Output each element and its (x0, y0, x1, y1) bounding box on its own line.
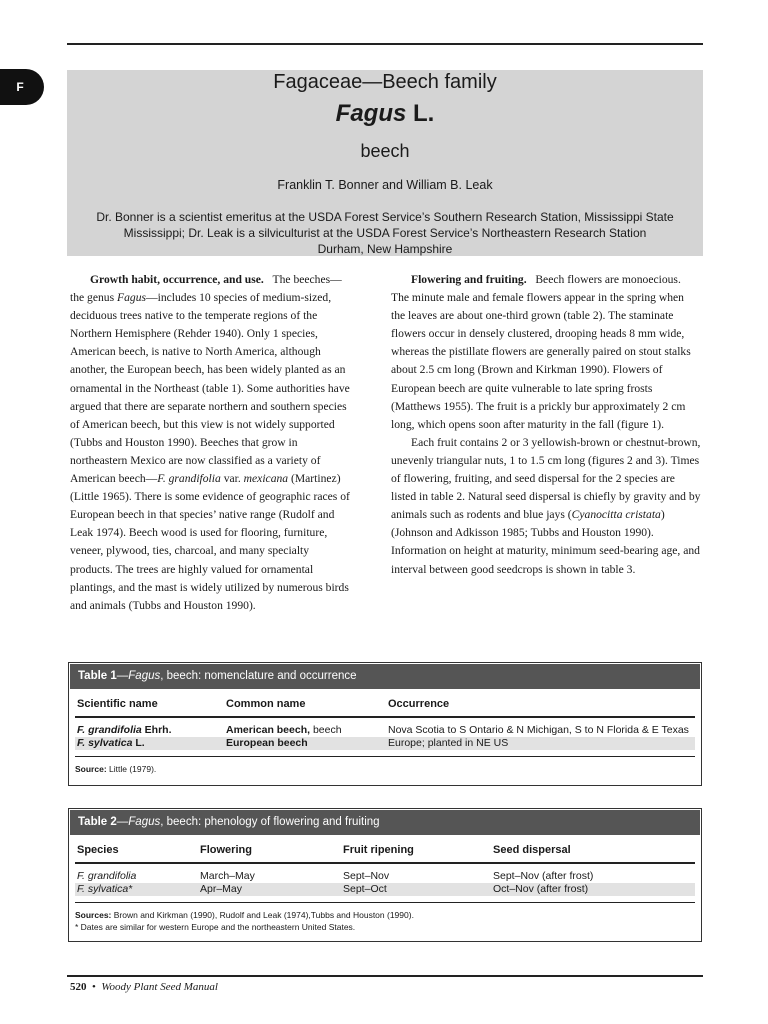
table-1-title: Table 1—Fagus, beech: nomenclature and occurrence (70, 664, 700, 689)
genus-title: Fagus L. (335, 100, 435, 127)
fruit-paragraph: Each fruit contains 2 or 3 yellowish-brown or chestnut-brown, unevenly triangular nuts, 1 to 1.5 cm long (figures 2 and 3). Times of flowering, fruiting, and seed dispersal for the 2 species are listed in table 2. Natural seed dispersal is chiefly by gravity and by animals such as rodents and blue jays (Cyanocitta cristata) (Johnson and Adkisson 1985; Tubbs and Houston 1990). Information on height at maturity, minimum seed-bearing age, and interval between good seedcrops is shown in table 3. (391, 435, 701, 576)
right-column (391, 271, 701, 579)
table-row: F. sylvatica L. European beech Europe; planted in NE US (75, 737, 695, 750)
top-rule (67, 43, 703, 45)
flowering-paragraph: Flowering and fruiting. Beech flowers are monoecious. The minute male and female flowers appear in the spring when the leaves are about one-third grown (table 2). The staminate flowers occur in densely clustered, drooping heads 8 mm wide, whereas the pistillate flowers are generally paired on stout stalks about 2.5 cm long (Brown and Kirkman 1990). Flowers of European beech are quite vulnerable to late spring frosts (Matthews 1955). The fruit is a prickly bur approximately 2 cm long, which opens soon after maturity in the fall (figure 1). (391, 273, 691, 431)
footer-bullet: • (92, 981, 96, 993)
table-row: F. grandifolia Ehrh. American beech, beech Nova Scotia to S Ontario & N Michigan, S to N Florida & E Texas (77, 724, 689, 736)
table-2 (68, 808, 702, 942)
table-2-title: Table 2—Fagus, beech: phenology of flowering and fruiting (70, 810, 700, 835)
table-1-header: Scientific name Common name Occurrence (75, 690, 695, 718)
table-1 (68, 662, 702, 786)
common-name: beech (360, 141, 410, 161)
author-affiliation: Dr. Bonner is a scientist emeritus at the USDA Forest Service’s Southern Research Station, Mississippi State Mississippi; Dr. Leak is a silviculturist at the USDA Forest Service’s Northeastern Research Station Durham, New Hampshire (96, 210, 674, 256)
authors: Franklin T. Bonner and William B. Leak (277, 178, 493, 192)
section-tab: F (0, 69, 44, 105)
table-2-header: Species Flowering Fruit ripening Seed dispersal (75, 836, 695, 864)
family-name: Fagaceae—Beech family (273, 71, 497, 93)
growth-habit-paragraph: Growth habit, occurrence, and use. The beeches—the genus Fagus—includes 10 species of medium-sized, deciduous trees native to the temperate regions of the Northern Hemisphere (Rehder 1940). Only 1 species, American beech, is native to North America, although another, the European beech, has been widely planted as an ornamental in the Northeast (table 1). Some authorities have argued that there are separate northern and southern species of American beech, but this view is not widely supported (Tubbs and Houston 1990). Beeches that grow in northeastern Mexico are now classified as a variety of American beech—F. grandifolia var. mexicana (Martinez) (Little 1965). There is some evidence of geographic races of European beech in that species’ native range (Rudolf and Leak 1974). Beech wood is used for flooring, furniture, veneer, plywood, ties, charcoal, and many specialty products. The trees are highly valued for ornamental plantings, and the mast is widely utilized by numerous birds and animals (Tubbs and Houston 1990). (70, 273, 350, 612)
left-column (70, 271, 352, 615)
table-2-footnote: * Dates are similar for western Europe and the northeastern United States. (75, 922, 356, 932)
page-footer (70, 981, 218, 993)
chapter-header (67, 70, 703, 256)
page-number: 520 (70, 981, 87, 993)
table-row: F. grandifolia March–May Sept–Nov Sept–Nov (after frost) (77, 870, 594, 882)
table-2-sources: Sources: Brown and Kirkman (1990), Rudolf and Leak (1974),Tubbs and Houston (1990). * Dates are similar for western Europe and the northeastern United States. (75, 902, 695, 933)
table-1-source: Source: Little (1979). (75, 756, 695, 775)
table-row: F. sylvatica* Apr–May Sept–Oct Oct–Nov (after frost) (75, 883, 695, 896)
publication-title: Woody Plant Seed Manual (101, 981, 218, 993)
bottom-rule (67, 975, 703, 977)
